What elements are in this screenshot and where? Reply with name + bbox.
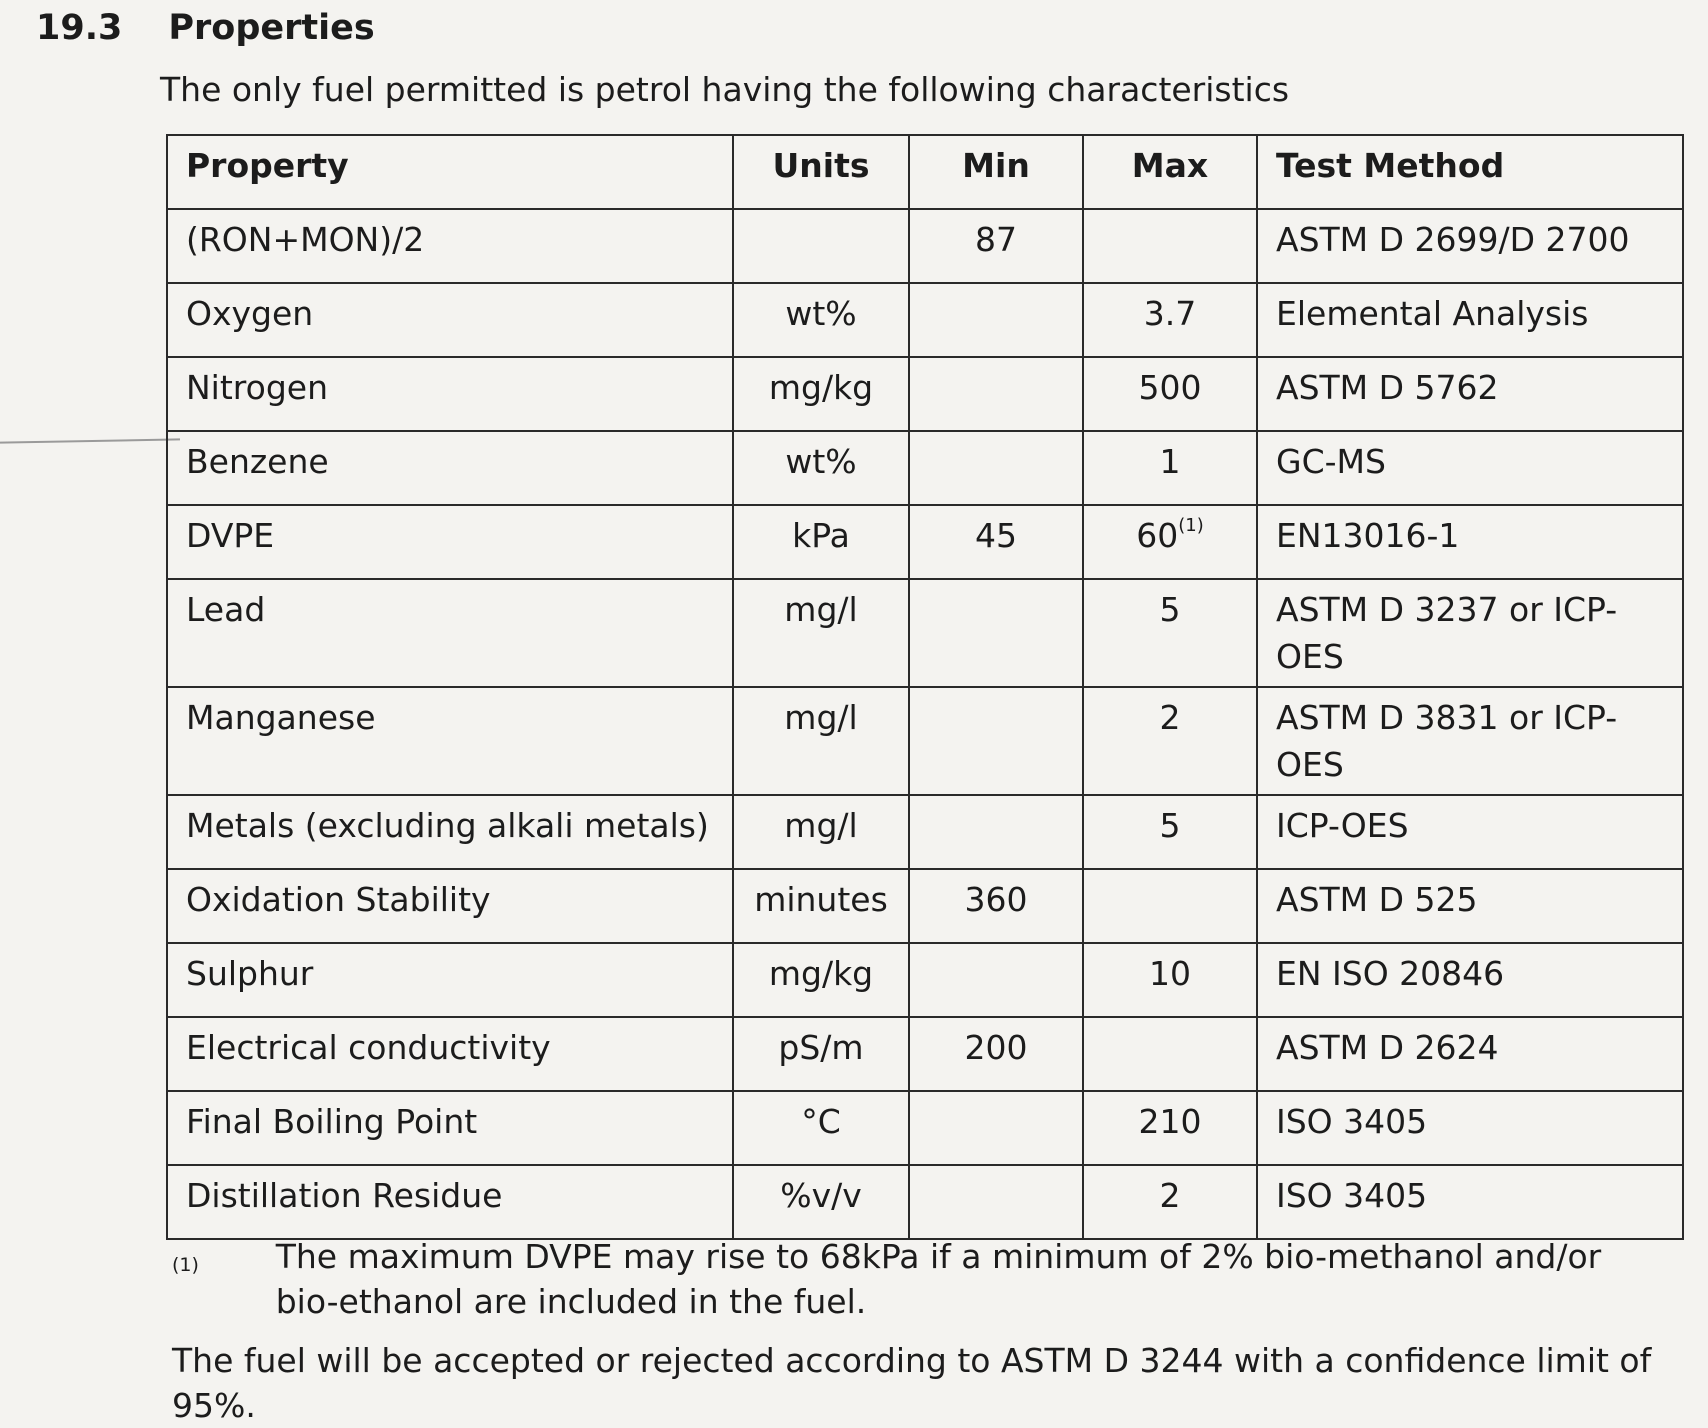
cell-property: Distillation Residue: [167, 1165, 733, 1239]
table-row: [167, 687, 1683, 795]
table-row: [167, 283, 1683, 357]
header-test-method: Test Method: [1257, 135, 1683, 209]
cell-property: DVPE: [167, 505, 733, 579]
cell-max-value: 5: [1159, 806, 1181, 845]
cell-property: Sulphur: [167, 943, 733, 1017]
header-units: Units: [733, 135, 909, 209]
table-row: [167, 1091, 1683, 1165]
cell-max-value: 3.7: [1143, 294, 1197, 333]
cell-units: mg/kg: [733, 943, 909, 1017]
cell-units: wt%: [733, 431, 909, 505]
footnote-marker: (1): [172, 1254, 199, 1276]
cell-units: %v/v: [733, 1165, 909, 1239]
cell-property: Lead: [167, 579, 733, 687]
cell-min: [909, 943, 1083, 1017]
cell-units: wt%: [733, 283, 909, 357]
cell-test-method: ASTM D 2699/D 2700: [1257, 209, 1683, 283]
cell-property: Oxygen: [167, 283, 733, 357]
cell-property: Electrical conductivity: [167, 1017, 733, 1091]
cell-max: [1083, 431, 1257, 505]
cell-property: Final Boiling Point: [167, 1091, 733, 1165]
cell-test-method: ISO 3405: [1257, 1091, 1683, 1165]
cell-max-value: 5: [1159, 590, 1181, 629]
table-row: [167, 943, 1683, 1017]
cell-property: Manganese: [167, 687, 733, 795]
header-min: Min: [909, 135, 1083, 209]
cell-max: [1083, 357, 1257, 431]
cell-test-method: EN ISO 20846: [1257, 943, 1683, 1017]
cell-min: [909, 795, 1083, 869]
table-row: [167, 431, 1683, 505]
cell-test-method: GC-MS: [1257, 431, 1683, 505]
footnote: [172, 1234, 1652, 1324]
page-fold-line: [0, 438, 180, 443]
cell-max-value: 2: [1159, 1176, 1181, 1215]
cell-min: [909, 687, 1083, 795]
fuel-properties-table: [166, 134, 1684, 1240]
cell-max: [1083, 1091, 1257, 1165]
cell-max: [1083, 209, 1257, 283]
cell-max-value: 1: [1159, 442, 1181, 481]
cell-test-method: EN13016-1: [1257, 505, 1683, 579]
cell-min: 360: [909, 869, 1083, 943]
cell-min: [909, 283, 1083, 357]
cell-property: Oxidation Stability: [167, 869, 733, 943]
cell-units: mg/l: [733, 579, 909, 687]
cell-max: [1083, 505, 1257, 579]
table-row: [167, 579, 1683, 687]
cell-max: [1083, 687, 1257, 795]
cell-units: mg/l: [733, 795, 909, 869]
cell-min: [909, 431, 1083, 505]
cell-min: 87: [909, 209, 1083, 283]
table-header-row: [167, 135, 1683, 209]
cell-test-method: ASTM D 5762: [1257, 357, 1683, 431]
cell-max-value: 210: [1138, 1102, 1202, 1141]
section-heading: [36, 8, 375, 48]
cell-min: [909, 1165, 1083, 1239]
cell-max: [1083, 943, 1257, 1017]
cell-min: [909, 579, 1083, 687]
table-row: [167, 1017, 1683, 1091]
cell-test-method: ASTM D 3831 or ICP-OES: [1257, 687, 1683, 795]
cell-max: [1083, 283, 1257, 357]
cell-test-method: ISO 3405: [1257, 1165, 1683, 1239]
footnote-text: The maximum DVPE may rise to 68kPa if a minimum of 2% bio-methanol and/or bio-ethanol are included in the fuel.: [275, 1237, 1602, 1321]
cell-test-method: ASTM D 525: [1257, 869, 1683, 943]
cell-test-method: Elemental Analysis: [1257, 283, 1683, 357]
cell-units: °C: [733, 1091, 909, 1165]
cell-max-value: 10: [1149, 954, 1191, 993]
cell-min: [909, 357, 1083, 431]
cell-units: minutes: [733, 869, 909, 943]
header-max: Max: [1083, 135, 1257, 209]
section-number: 19.3: [36, 8, 123, 48]
cell-units: [733, 209, 909, 283]
footnote-reference: (1): [1178, 515, 1204, 536]
section-title: Properties: [168, 8, 375, 48]
cell-max: [1083, 795, 1257, 869]
cell-test-method: ASTM D 3237 or ICP-OES: [1257, 579, 1683, 687]
cell-min: [909, 1091, 1083, 1165]
closing-paragraph: The fuel will be accepted or rejected according to ASTM D 3244 with a confidence limit of 95%.: [172, 1341, 1652, 1425]
table-row: [167, 209, 1683, 283]
cell-property: (RON+MON)/2: [167, 209, 733, 283]
table-row: [167, 869, 1683, 943]
cell-units: kPa: [733, 505, 909, 579]
cell-property: Benzene: [167, 431, 733, 505]
cell-max: [1083, 1017, 1257, 1091]
header-property: Property: [167, 135, 733, 209]
cell-test-method: ASTM D 2624: [1257, 1017, 1683, 1091]
table-row: [167, 795, 1683, 869]
cell-max: [1083, 1165, 1257, 1239]
cell-max: [1083, 869, 1257, 943]
intro-text: The only fuel permitted is petrol having the following characteristics: [160, 70, 1290, 109]
cell-max-value: 500: [1138, 368, 1202, 407]
cell-max-value: 60: [1136, 516, 1179, 555]
cell-units: mg/kg: [733, 357, 909, 431]
table-row: [167, 505, 1683, 579]
cell-max-value: 2: [1159, 698, 1181, 737]
cell-min: 45: [909, 505, 1083, 579]
cell-property: Metals (excluding alkali metals): [167, 795, 733, 869]
cell-min: 200: [909, 1017, 1083, 1091]
cell-units: pS/m: [733, 1017, 909, 1091]
cell-max: [1083, 579, 1257, 687]
cell-test-method: ICP-OES: [1257, 795, 1683, 869]
cell-units: mg/l: [733, 687, 909, 795]
table-row: [167, 357, 1683, 431]
cell-property: Nitrogen: [167, 357, 733, 431]
table-body: [167, 209, 1683, 1239]
table-row: [167, 1165, 1683, 1239]
